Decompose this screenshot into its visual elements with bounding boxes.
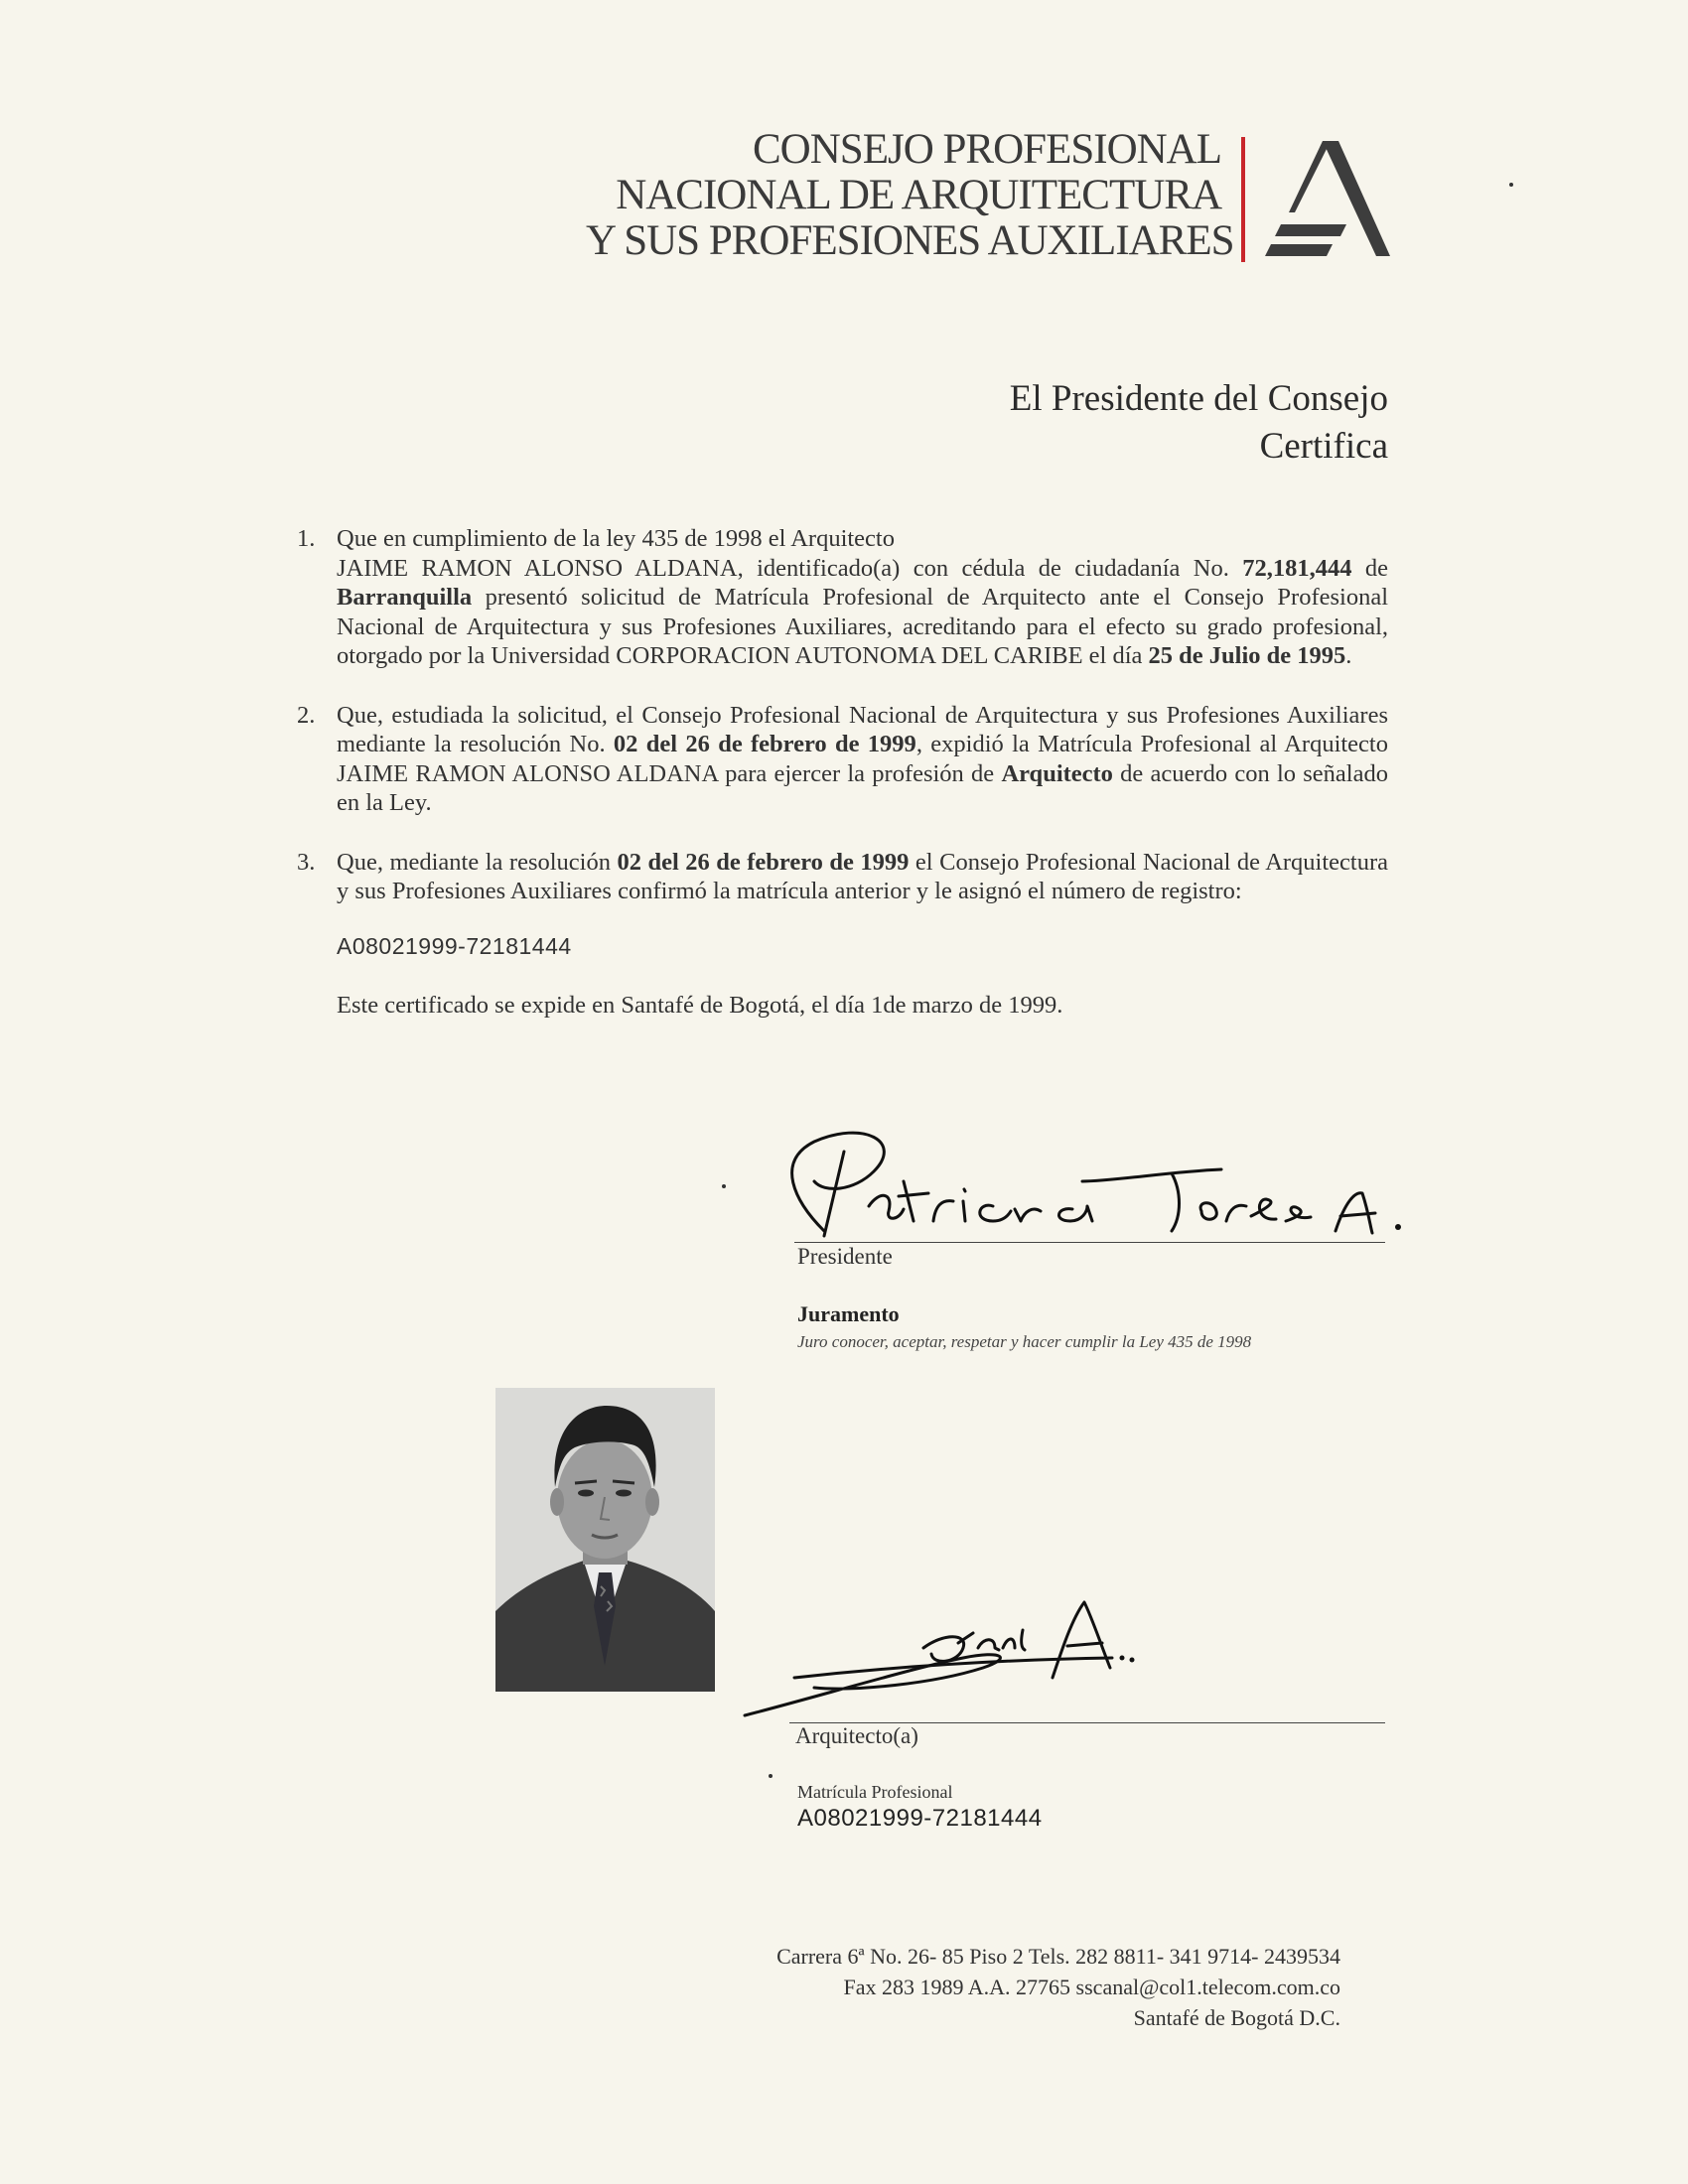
logo-a-icon [1261,133,1400,264]
oath-text: Juro conocer, aceptar, respetar y hacer cumplir la Ley 435 de 1998 [797,1332,1252,1351]
clause-text: presentó solicitud de Matrícula Profesional de Arquitecto ante el Consejo Profesional Nacional de Arquitectura y sus Profesiones Auxiliares, acreditando para el efecto su grado profesional, otorgado por la Universidad CORPORACION AUTONOMA DEL CARIBE el día [337,584,1388,669]
certificate-body [294,524,1388,1021]
clause-number: 2. [297,701,316,729]
clause-text: Que en cumplimiento de la ley 435 de 1998 el Arquitecto [337,525,895,552]
footer-address [776,1941,1340,2033]
matricula-value: A08021999-72181444 [797,1805,1043,1832]
clause-3 [294,848,1388,906]
registration-number: A08021999-72181444 [337,932,572,959]
closing-statement: Este certificado se expide en Santafé de Bogotá, el día 1de marzo de 1999. [337,992,1063,1019]
certificate-heading [1010,375,1388,471]
clause-number: 3. [297,848,316,876]
heading-line-1: El Presidente del Consejo [1009,378,1388,419]
letterhead-line-2: NACIONAL DE ARQUITECTURA [616,172,1221,218]
architect-photo [495,1388,715,1692]
clause-text: de acuerdo con lo señalado en la Ley. [337,759,1388,816]
clause-text: identificado(a) con cédula de ciudadanía No. [743,554,1243,582]
footer-line-1: Carrera 6ª No. 26- 85 Piso 2 Tels. 282 8811- 341 9714- 2439534 [776,1944,1340,1969]
scan-speck [769,1774,773,1778]
letterhead [586,126,1234,264]
signature-dot [722,1184,726,1188]
clause-text: de [1351,554,1388,582]
clause-number: 1. [297,525,316,552]
clause-1 [294,524,1388,671]
clause-text: , expidió la Matrícula Profesional al Arquitecto [915,731,1388,757]
footer-line-3: Santafé de Bogotá D.C. [1133,2005,1340,2030]
president-label: Presidente [797,1244,893,1269]
graduation-date: 25 de Julio de 1995 [1148,642,1346,669]
president-signature-line [794,1242,1385,1243]
clause-text: . [1345,642,1352,669]
architect-name: JAIME RAMON ALONSO ALDANA [337,759,718,787]
letterhead-line-3: Y SUS PROFESIONES AUXILIARES [586,217,1234,264]
architect-label: Arquitecto(a) [795,1723,918,1748]
clause-text: Que, estudiada la solicitud, el Consejo Profesional Nacional de Arquitectura y sus Profesiones Auxiliares mediante la resolución No. [337,701,1388,757]
scan-speck [1509,183,1513,187]
profession: Arquitecto [1001,759,1113,787]
clause-2 [294,701,1388,818]
footer-line-2: Fax 283 1989 A.A. 27765 sscanal@col1.telecom.com.co [843,1975,1340,1999]
clause-text: el Consejo Profesional Nacional de Arquitectura y sus Profesiones Auxiliares confirmó la matrícula anterior y le asignó el número de registro: [337,848,1388,904]
id-number: 72,181,444 [1242,554,1352,582]
letterhead-line-1: CONSEJO PROFESIONAL [753,126,1221,173]
matricula-label: Matrícula Profesional [797,1782,953,1802]
president-signature-image [755,1122,1410,1251]
clause-text: para ejercer la profesión de [717,759,1002,787]
city: Barranquilla [337,584,473,611]
clause-text: Que, mediante la resolución [337,848,618,876]
architect-signature-image [735,1588,1311,1727]
letterhead-red-bar [1241,137,1245,262]
resolution: 02 del 26 de febrero de 1999 [613,731,916,757]
heading-line-2: Certifica [1259,426,1388,467]
architect-name: JAIME RAMON ALONSO ALDANA, [337,554,744,582]
oath-title: Juramento [797,1301,900,1326]
resolution: 02 del 26 de febrero de 1999 [617,848,910,876]
